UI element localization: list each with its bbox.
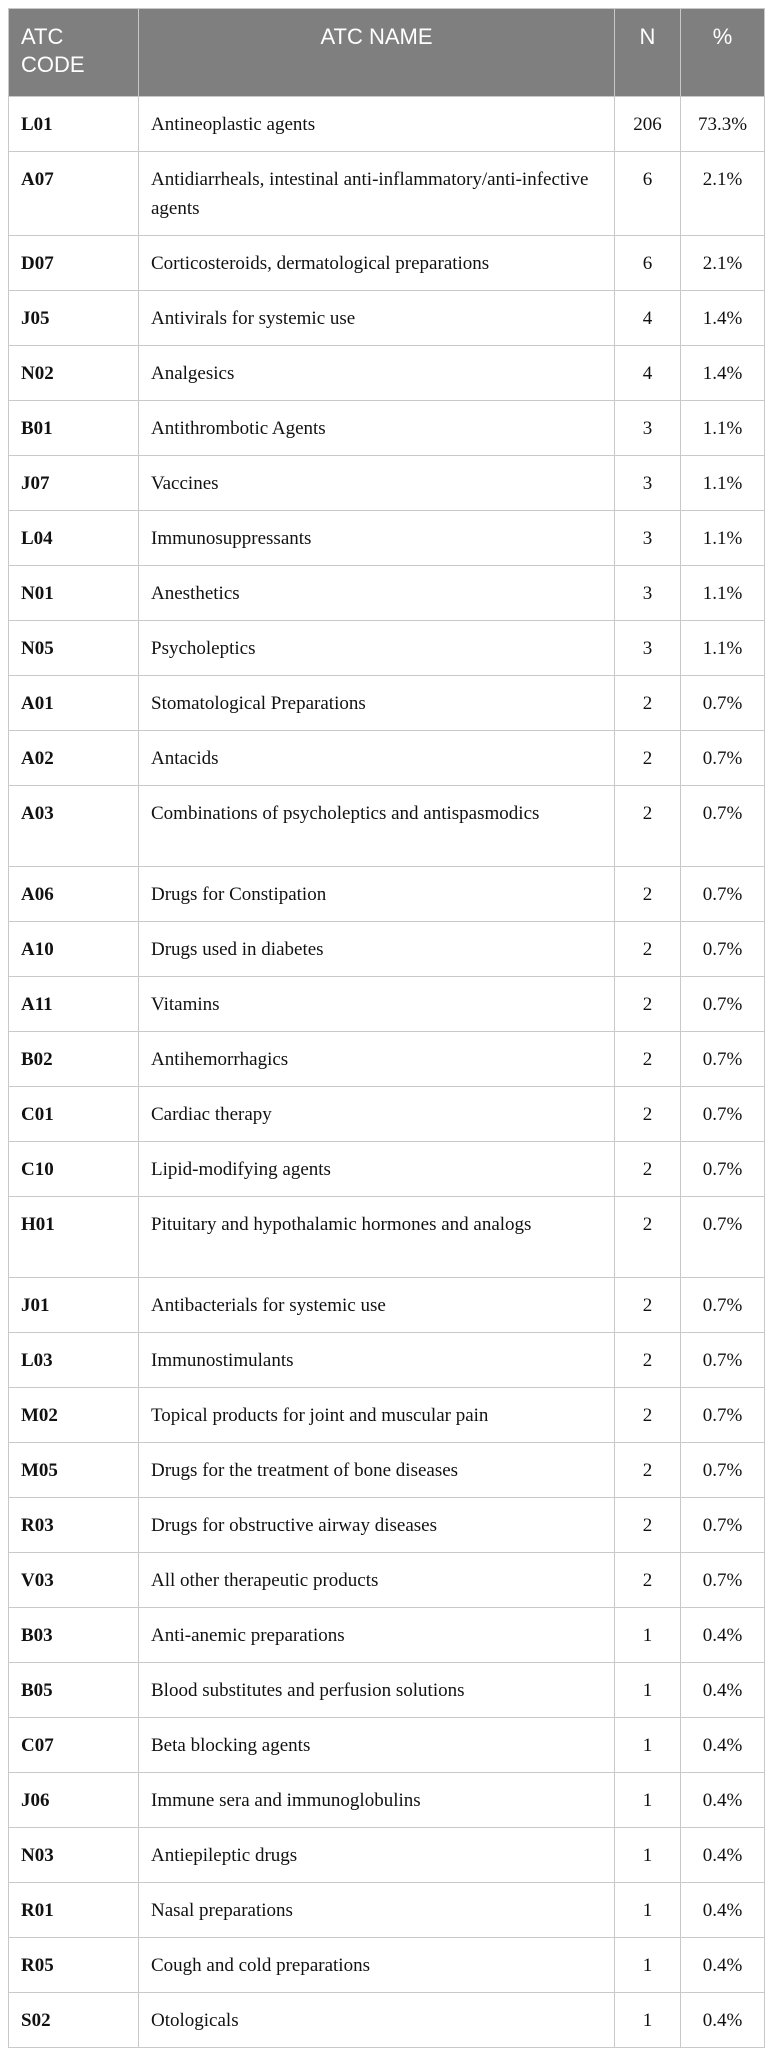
count-cell: 2 [615,1087,681,1142]
atc-name-cell: Lipid-modifying agents [139,1142,615,1197]
atc-code-cell: J01 [9,1278,139,1333]
count-cell: 2 [615,977,681,1032]
count-cell: 2 [615,676,681,731]
atc-code-cell: R05 [9,1938,139,1993]
header-atc-code: ATC CODE [9,9,139,97]
count-cell: 2 [615,1443,681,1498]
atc-name-cell: Pituitary and hypothalamic hormones and analogs [139,1197,615,1278]
atc-code-cell: N03 [9,1828,139,1883]
count-cell: 6 [615,236,681,291]
atc-name-cell: Drugs used in diabetes [139,922,615,977]
atc-code-cell: M05 [9,1443,139,1498]
atc-code-cell: A02 [9,731,139,786]
atc-code-cell: B02 [9,1032,139,1087]
percent-cell: 0.7% [681,1553,765,1608]
atc-name-cell: Antidiarrheals, intestinal anti-inflammatory/anti-infective agents [139,152,615,236]
count-cell: 2 [615,1498,681,1553]
atc-code-cell: A11 [9,977,139,1032]
count-cell: 2 [615,1388,681,1443]
count-cell: 2 [615,731,681,786]
table-row [9,346,765,401]
table-row [9,977,765,1032]
table-row [9,1608,765,1663]
count-cell: 206 [615,97,681,152]
percent-cell: 1.1% [681,401,765,456]
count-cell: 2 [615,1142,681,1197]
percent-cell: 0.7% [681,1333,765,1388]
percent-cell: 0.7% [681,731,765,786]
count-cell: 2 [615,922,681,977]
atc-code-cell: C01 [9,1087,139,1142]
percent-cell: 1.1% [681,511,765,566]
atc-code-cell: A06 [9,867,139,922]
percent-cell: 0.4% [681,1938,765,1993]
percent-cell: 0.7% [681,977,765,1032]
atc-code-cell: D07 [9,236,139,291]
table-row [9,1142,765,1197]
table-row [9,291,765,346]
count-cell: 2 [615,867,681,922]
table-row [9,922,765,977]
atc-name-cell: Drugs for Constipation [139,867,615,922]
percent-cell: 1.4% [681,346,765,401]
atc-code-cell: A01 [9,676,139,731]
percent-cell: 0.4% [681,1883,765,1938]
atc-code-cell: A10 [9,922,139,977]
atc-name-cell: Psycholeptics [139,621,615,676]
atc-code-cell: V03 [9,1553,139,1608]
atc-code-cell: L03 [9,1333,139,1388]
atc-name-cell: Anesthetics [139,566,615,621]
atc-name-cell: Antacids [139,731,615,786]
atc-code-cell: M02 [9,1388,139,1443]
atc-code-cell: A07 [9,152,139,236]
table-row [9,867,765,922]
atc-name-cell: Analgesics [139,346,615,401]
atc-name-cell: Vaccines [139,456,615,511]
table-row [9,566,765,621]
count-cell: 2 [615,1197,681,1278]
count-cell: 2 [615,1032,681,1087]
count-cell: 6 [615,152,681,236]
atc-name-cell: Nasal preparations [139,1883,615,1938]
atc-name-cell: Antibacterials for systemic use [139,1278,615,1333]
count-cell: 3 [615,511,681,566]
count-cell: 1 [615,1938,681,1993]
atc-code-cell: S02 [9,1993,139,2048]
percent-cell: 73.3% [681,97,765,152]
table-row [9,1773,765,1828]
percent-cell: 0.4% [681,1608,765,1663]
atc-code-cell: N01 [9,566,139,621]
table-row [9,401,765,456]
atc-name-cell: Immunostimulants [139,1333,615,1388]
percent-cell: 0.7% [681,867,765,922]
percent-cell: 0.4% [681,1663,765,1718]
atc-code-cell: C10 [9,1142,139,1197]
table-row [9,676,765,731]
count-cell: 3 [615,566,681,621]
atc-code-cell: J07 [9,456,139,511]
atc-name-cell: Anti-anemic preparations [139,1608,615,1663]
atc-code-cell: N05 [9,621,139,676]
percent-cell: 1.4% [681,291,765,346]
atc-table [8,8,765,2048]
table-row [9,786,765,867]
percent-cell: 2.1% [681,236,765,291]
percent-cell: 2.1% [681,152,765,236]
count-cell: 1 [615,1718,681,1773]
atc-name-cell: Drugs for obstructive airway diseases [139,1498,615,1553]
table-row [9,1663,765,1718]
table-row [9,1032,765,1087]
percent-cell: 0.7% [681,1278,765,1333]
count-cell: 3 [615,401,681,456]
table-row [9,97,765,152]
count-cell: 2 [615,786,681,867]
atc-name-cell: Topical products for joint and muscular pain [139,1388,615,1443]
percent-cell: 0.7% [681,1197,765,1278]
atc-code-cell: C07 [9,1718,139,1773]
atc-code-cell: J06 [9,1773,139,1828]
table-row [9,456,765,511]
table-row [9,1993,765,2048]
table-row [9,511,765,566]
percent-cell: 1.1% [681,566,765,621]
atc-name-cell: Otologicals [139,1993,615,2048]
table-row [9,1443,765,1498]
count-cell: 4 [615,346,681,401]
atc-name-cell: All other therapeutic products [139,1553,615,1608]
atc-code-cell: R01 [9,1883,139,1938]
percent-cell: 0.7% [681,1087,765,1142]
atc-code-cell: B05 [9,1663,139,1718]
header-percent: % [681,9,765,97]
table-row [9,1197,765,1278]
count-cell: 1 [615,1773,681,1828]
atc-name-cell: Blood substitutes and perfusion solutions [139,1663,615,1718]
percent-cell: 1.1% [681,621,765,676]
atc-name-cell: Antithrombotic Agents [139,401,615,456]
percent-cell: 0.7% [681,786,765,867]
percent-cell: 0.7% [681,1142,765,1197]
header-row [9,9,765,97]
percent-cell: 0.4% [681,1993,765,2048]
atc-code-cell: J05 [9,291,139,346]
atc-name-cell: Antihemorrhagics [139,1032,615,1087]
atc-name-cell: Cardiac therapy [139,1087,615,1142]
table-row [9,1278,765,1333]
atc-name-cell: Antivirals for systemic use [139,291,615,346]
percent-cell: 0.4% [681,1718,765,1773]
atc-code-cell: L04 [9,511,139,566]
header-atc-name: ATC NAME [139,9,615,97]
table-body [9,97,765,2048]
count-cell: 2 [615,1553,681,1608]
header-n: N [615,9,681,97]
table-row [9,621,765,676]
percent-cell: 0.4% [681,1828,765,1883]
count-cell: 3 [615,456,681,511]
table-row [9,1553,765,1608]
table-row [9,1388,765,1443]
count-cell: 1 [615,1663,681,1718]
percent-cell: 1.1% [681,456,765,511]
table-row [9,1718,765,1773]
table-row [9,1087,765,1142]
table-row [9,1333,765,1388]
atc-name-cell: Vitamins [139,977,615,1032]
percent-cell: 0.7% [681,676,765,731]
atc-code-cell: R03 [9,1498,139,1553]
table-row [9,1883,765,1938]
atc-name-cell: Immunosuppressants [139,511,615,566]
atc-table-container [8,8,764,2048]
percent-cell: 0.7% [681,1032,765,1087]
count-cell: 2 [615,1333,681,1388]
atc-name-cell: Antiepileptic drugs [139,1828,615,1883]
count-cell: 2 [615,1278,681,1333]
count-cell: 1 [615,1993,681,2048]
atc-name-cell: Antineoplastic agents [139,97,615,152]
atc-code-cell: N02 [9,346,139,401]
atc-code-cell: B03 [9,1608,139,1663]
percent-cell: 0.7% [681,1388,765,1443]
count-cell: 1 [615,1883,681,1938]
atc-name-cell: Stomatological Preparations [139,676,615,731]
table-row [9,731,765,786]
table-row [9,236,765,291]
table-header [9,9,765,97]
atc-code-cell: L01 [9,97,139,152]
atc-code-cell: A03 [9,786,139,867]
table-row [9,1498,765,1553]
atc-name-cell: Immune sera and immunoglobulins [139,1773,615,1828]
atc-name-cell: Drugs for the treatment of bone diseases [139,1443,615,1498]
count-cell: 1 [615,1828,681,1883]
percent-cell: 0.4% [681,1773,765,1828]
atc-name-cell: Corticosteroids, dermatological preparations [139,236,615,291]
percent-cell: 0.7% [681,922,765,977]
percent-cell: 0.7% [681,1443,765,1498]
atc-name-cell: Combinations of psycholeptics and antispasmodics [139,786,615,867]
percent-cell: 0.7% [681,1498,765,1553]
table-row [9,1828,765,1883]
atc-code-cell: H01 [9,1197,139,1278]
count-cell: 4 [615,291,681,346]
atc-code-cell: B01 [9,401,139,456]
atc-name-cell: Cough and cold preparations [139,1938,615,1993]
atc-name-cell: Beta blocking agents [139,1718,615,1773]
table-row [9,152,765,236]
count-cell: 3 [615,621,681,676]
table-row [9,1938,765,1993]
count-cell: 1 [615,1608,681,1663]
